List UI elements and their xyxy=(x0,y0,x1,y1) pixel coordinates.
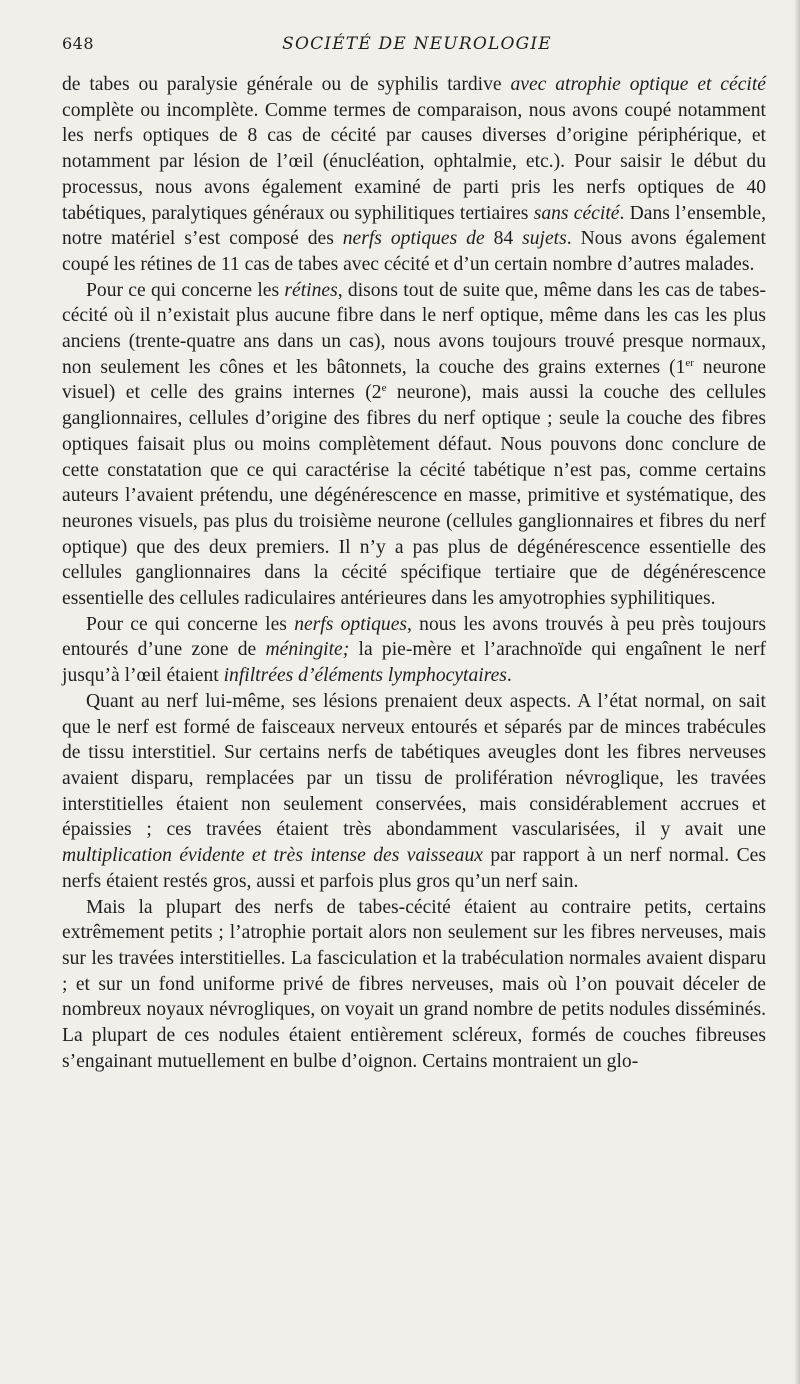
text-run: Quant au nerf lui-même, ses lésions prenaient deux aspects. A l’état normal, on sait que le nerf est formé de faisceaux nerveux entourés et séparés par de minces trabécules de tissu interstitiel. Sur certains nerfs de tabétiques aveugles dont les fibres nerveuses avaient disparu, remplacées par un tissu de prolifération névroglique, les travées interstitielles étaient non seulement conservées, mais considérablement accrues et épaissies ; ces travées étaient très abondamment vascularisées, il y avait une xyxy=(62,690,766,841)
italic-phrase: nerfs optiques xyxy=(294,613,408,635)
text-run: la pie-mère et l’arachnoïde qui engaînent le nerf jusqu’à l’œil étaient xyxy=(62,639,766,687)
page-header xyxy=(62,34,772,60)
body-text xyxy=(62,72,766,1074)
italic-phrase: nerfs optiques de xyxy=(342,228,485,250)
text-run: neurone visuel) et celle des grains internes (2 xyxy=(62,356,766,404)
superscript: e xyxy=(381,382,387,395)
italic-phrase: sans cécité xyxy=(533,202,620,224)
paragraph xyxy=(62,612,766,689)
text-run: . Nous avons également coupé les rétines de 11 cas de tabes avec cécité et d’un certain nombre d’autres malades. xyxy=(62,228,767,275)
page-number: 648 xyxy=(62,34,95,53)
page-edge-shadow xyxy=(794,0,800,1384)
italic-phrase: infiltrées d’éléments lymphocytaires xyxy=(223,665,507,687)
text-run: complète ou incomplète. Comme termes de comparaison, nous avons coupé notamment les nerfs optiques de 8 cas de cécité par causes diverses d’origine périphérique, et notamment par lésion de l’œil (énucléation, ophtalmie, etc.). Pour saisir le début du processus, nous avons également examiné de parti pris les nerfs optiques de 40 tabétiques, paralytiques généraux ou syphilitiques tertiaires xyxy=(62,99,766,224)
text-run: . xyxy=(506,665,512,687)
text-run: Pour ce qui concerne les xyxy=(86,279,285,301)
paragraph xyxy=(62,689,766,895)
text-run: . Dans l’ensemble, notre matériel s’est composé des xyxy=(62,202,766,250)
superscript: er xyxy=(685,356,694,369)
text-run: Pour ce qui concerne les xyxy=(86,613,295,635)
paragraph xyxy=(62,72,766,278)
text-run: neurone), mais aussi la couche des cellules ganglionnaires, cellules d’origine des fibres du nerf optique ; seule la couche des fibres optiques faisait plus ou moins complètement défaut. Nous pouvons donc conclure de cette constatation que ce qui caractérise la cécité tabétique n’est pas, comme certains auteurs l’avaient prétendu, une dégénérescence en masse, primitive et systématique, des neurones visuels, pas plus du troisième neurone (cellules ganglionnaires et fibres du nerf optique) que des deux premiers. Il n’y a pas plus de dégénérescence essentielle des cellules ganglionnaires dans la cécité spécifique tertiaire que de dégénérescence essentielle des cellules radiculaires antérieures dans les amyotrophies syphilitiques. xyxy=(62,382,766,610)
paragraph xyxy=(62,278,766,612)
paragraph xyxy=(62,895,766,1075)
italic-phrase: avec atrophie optique et cécité xyxy=(510,74,766,95)
text-run: par rapport à un nerf normal. Ces nerfs étaient restés gros, aussi et parfois plus gros qu’un nerf sain. xyxy=(62,845,766,892)
text-run: , nous les avons trouvés à peu près toujours entourés d’une zone de xyxy=(62,613,766,661)
text-run: de tabes ou paralysie générale ou de syphilis tardive xyxy=(62,74,511,95)
text-run: , disons tout de suite que, même dans les cas de tabes-cécité où il n’existait plus aucune fibre dans le nerf optique, même dans les cas les plus anciens (trente-quatre ans dans un cas), nous avons toujours trouvé presque normaux, non seulement les cônes et les bâtonnets, la couche des grains externes (1 xyxy=(62,279,766,378)
italic-phrase: multiplication évidente et très intense des vaisseaux xyxy=(62,845,483,867)
running-head: SOCIÉTÉ DE NEUROLOGIE xyxy=(282,34,552,54)
italic-phrase: rétines xyxy=(284,279,338,301)
text-run: Mais la plupart des nerfs de tabes-cécité étaient au contraire petits, certains extrêmement petits ; l’atrophie portait alors non seulement sur les fibres nerveuses, mais sur les travées interstitielles. La fasciculation et la trabéculation normales avaient disparu ; et sur un fond uniforme privé de fibres nerveuses, mais où l’on pouvait déceler de nombreux noyaux névrogliques, on voyait un grand nombre de petits nodules disséminés. La plupart de ces nodules étaient entièrement scléreux, formés de couches fibreuses s’engainant mutuellement en bulbe d’oignon. Certains montraient un glo- xyxy=(62,896,766,1072)
text-run: 84 xyxy=(484,228,523,250)
italic-phrase: sujets xyxy=(522,228,567,250)
italic-phrase: méningite; xyxy=(265,639,350,661)
